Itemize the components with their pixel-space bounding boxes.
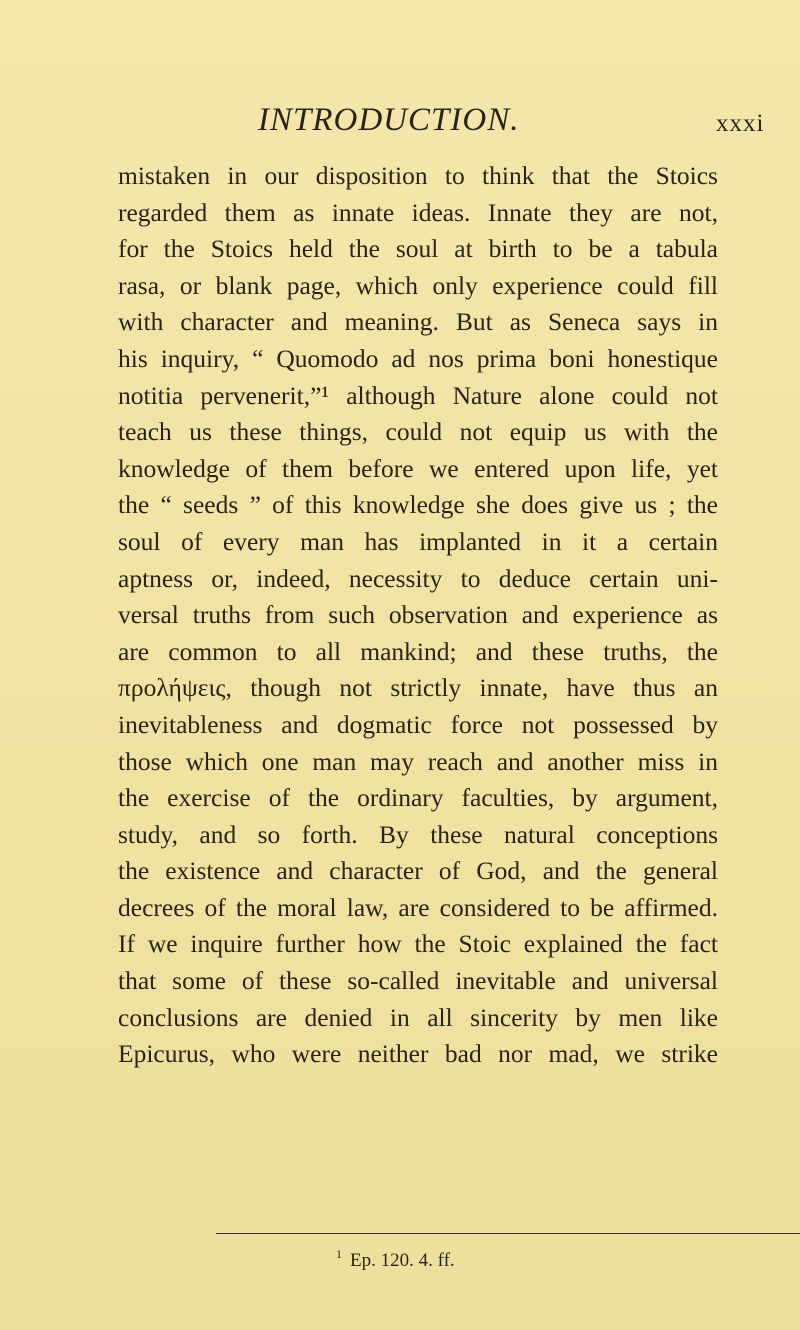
body-text xyxy=(118,158,718,1073)
text-line: Epicurus, who were neither bad nor mad, we strike xyxy=(118,1039,718,1069)
text-line: with character and meaning. But as Seneca says in xyxy=(118,307,718,337)
footnote-marker: 1 xyxy=(336,1247,342,1261)
running-title: INTRODUCTION. xyxy=(258,102,520,138)
text-line: are common to all mankind; and these truths, the xyxy=(118,636,718,666)
running-head xyxy=(0,96,800,144)
text-line: soul of every man has implanted in it a certain xyxy=(118,526,718,556)
text-line: for the Stoics held the soul at birth to be a tabula xyxy=(118,234,718,264)
footnote xyxy=(336,1247,455,1272)
text-line: teach us these things, could not equip us with the xyxy=(118,417,718,447)
text-line: aptness or, indeed, necessity to deduce certain uni- xyxy=(118,563,718,593)
text-line: inevitableness and dogmatic force not possessed by xyxy=(118,709,718,739)
text-line: study, and so forth. By these natural conceptions xyxy=(118,819,718,849)
text-line: that some of these so-called inevitable and universal xyxy=(118,966,718,996)
text-line: mistaken in our disposition to think that the Stoics xyxy=(118,161,718,190)
text-line: rasa, or blank page, which only experience could fill xyxy=(118,270,718,300)
footnote-text: Ep. 120. 4. ff. xyxy=(350,1250,455,1271)
text-line: decrees of the moral law, are considered to be affirmed. xyxy=(118,892,718,922)
text-line: the existence and character of God, and the general xyxy=(118,856,718,886)
text-line: conclusions are denied in all sincerity by men like xyxy=(118,1002,718,1032)
text-line: those which one man may reach and another miss in xyxy=(118,746,718,776)
text-line: the “ seeds ” of this knowledge she does give us ; the xyxy=(118,490,718,520)
page-number: xxxi xyxy=(716,110,765,137)
text-line: his inquiry, “ Quomodo ad nos prima boni honestique xyxy=(118,343,718,373)
text-line: the exercise of the ordinary faculties, by argument, xyxy=(118,783,718,813)
text-line: notitia pervenerit,”¹ although Nature alone could not xyxy=(118,380,718,410)
footnote-rule xyxy=(216,1233,800,1234)
text-line: versal truths from such observation and experience as xyxy=(118,600,718,630)
text-line: If we inquire further how the Stoic explained the fact xyxy=(118,929,718,959)
text-line: knowledge of them before we entered upon life, yet xyxy=(118,453,718,483)
text-line: regarded them as innate ideas. Innate they are not, xyxy=(118,197,718,227)
text-line: προλήψεις, though not strictly innate, have thus an xyxy=(118,673,718,703)
